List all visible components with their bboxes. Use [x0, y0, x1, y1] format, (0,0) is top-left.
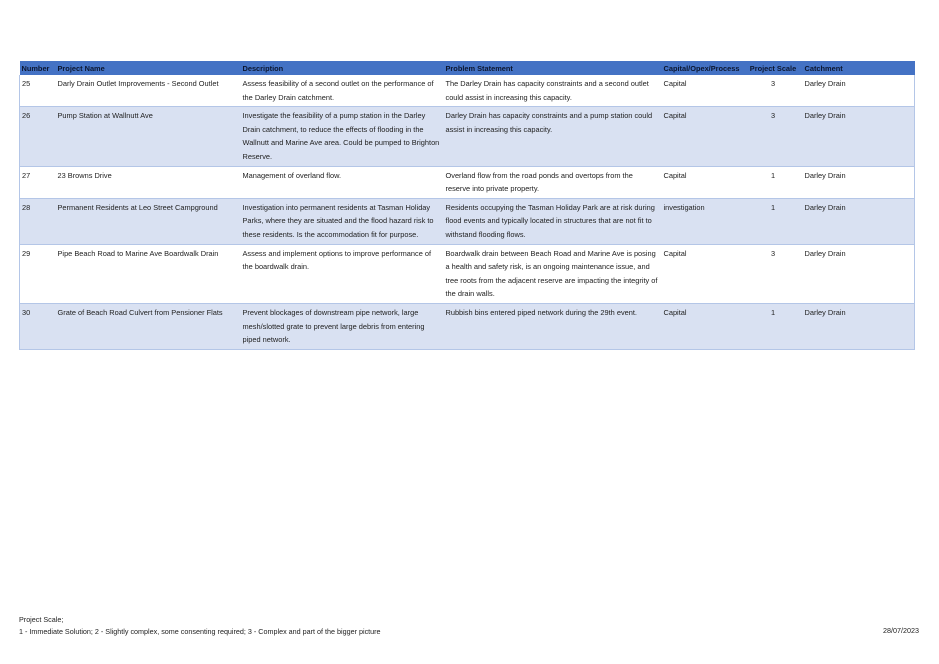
cell-description: Investigate the feasibility of a pump station in the Darley Drain catchment, to reduce the effects of flooding in the Wallnutt and Marine Ave area. Could be pumped to Brighton Reserve. — [241, 107, 444, 166]
cell-catchment: Darley Drain — [803, 303, 915, 349]
cell-project-name: Darly Drain Outlet Improvements - Second Outlet — [56, 75, 241, 107]
table-row — [20, 244, 915, 303]
cell-type: Capital — [662, 244, 744, 303]
cell-type: Capital — [662, 107, 744, 166]
cell-project-name: Grate of Beach Road Culvert from Pensioner Flats — [56, 303, 241, 349]
cell-catchment: Darley Drain — [803, 166, 915, 198]
table-row — [20, 75, 915, 107]
cell-description: Prevent blockages of downstream pipe network, large mesh/slotted grate to prevent large debris from entering piped network. — [241, 303, 444, 349]
cell-description: Investigation into permanent residents at Tasman Holiday Parks, where they are situated and the flood hazard risk to these residents. Is the accommodation fit for purpose. — [241, 198, 444, 244]
cell-problem-statement: Overland flow from the road ponds and overtops from the reserve into private property. — [444, 166, 662, 198]
header-project-name: Project Name — [56, 61, 241, 75]
cell-number: 27 — [20, 166, 56, 198]
cell-problem-statement: The Darley Drain has capacity constraints and a second outlet could assist in increasing this capacity. — [444, 75, 662, 107]
cell-number: 26 — [20, 107, 56, 166]
cell-project-scale: 1 — [744, 166, 803, 198]
cell-number: 30 — [20, 303, 56, 349]
cell-project-scale: 3 — [744, 244, 803, 303]
cell-description: Assess feasibility of a second outlet on the performance of the Darley Drain catchment. — [241, 75, 444, 107]
cell-catchment: Darley Drain — [803, 198, 915, 244]
table-row — [20, 303, 915, 349]
cell-project-scale: 3 — [744, 107, 803, 166]
cell-project-scale: 1 — [744, 198, 803, 244]
cell-type: investigation — [662, 198, 744, 244]
cell-project-name: Pump Station at Wallnutt Ave — [56, 107, 241, 166]
cell-problem-statement: Darley Drain has capacity constraints and a pump station could assist in increasing this capacity. — [444, 107, 662, 166]
cell-catchment: Darley Drain — [803, 244, 915, 303]
cell-project-name: Pipe Beach Road to Marine Ave Boardwalk Drain — [56, 244, 241, 303]
project-scale-label: Project Scale; — [19, 615, 64, 624]
cell-type: Capital — [662, 166, 744, 198]
cell-project-name: Permanent Residents at Leo Street Campground — [56, 198, 241, 244]
cell-type: Capital — [662, 75, 744, 107]
cell-project-scale: 3 — [744, 75, 803, 107]
cell-description: Management of overland flow. — [241, 166, 444, 198]
cell-project-scale: 1 — [744, 303, 803, 349]
project-scale-legend: 1 - Immediate Solution; 2 - Slightly complex, some consenting required; 3 - Complex and part of the bigger picture — [19, 627, 381, 636]
cell-number: 28 — [20, 198, 56, 244]
cell-catchment: Darley Drain — [803, 75, 915, 107]
header-catchment: Catchment — [803, 61, 915, 75]
cell-number: 25 — [20, 75, 56, 107]
cell-problem-statement: Rubbish bins entered piped network during the 29th event. — [444, 303, 662, 349]
header-project-scale: Project Scale — [744, 61, 803, 75]
header-row — [20, 61, 915, 75]
header-capital-opex-process: Capital/Opex/Process — [662, 61, 744, 75]
table-row — [20, 198, 915, 244]
header-problem-statement: Problem Statement — [444, 61, 662, 75]
projects-table — [19, 61, 915, 350]
cell-type: Capital — [662, 303, 744, 349]
cell-problem-statement: Boardwalk drain between Beach Road and Marine Ave is posing a health and safety risk, is an ongoing maintenance issue, and tree roots from the adjacent reserve are impacting the integrity of the drain walls. — [444, 244, 662, 303]
table-row — [20, 166, 915, 198]
header-number: Number — [20, 61, 56, 75]
cell-problem-statement: Residents occupying the Tasman Holiday Park are at risk during flood events and typically located in structures that are not fit to withstand flooding flows. — [444, 198, 662, 244]
table-row — [20, 107, 915, 166]
cell-project-name: 23 Browns Drive — [56, 166, 241, 198]
cell-number: 29 — [20, 244, 56, 303]
header-description: Description — [241, 61, 444, 75]
cell-description: Assess and implement options to improve performance of the boardwalk drain. — [241, 244, 444, 303]
cell-catchment: Darley Drain — [803, 107, 915, 166]
print-date: 28/07/2023 — [883, 626, 919, 635]
